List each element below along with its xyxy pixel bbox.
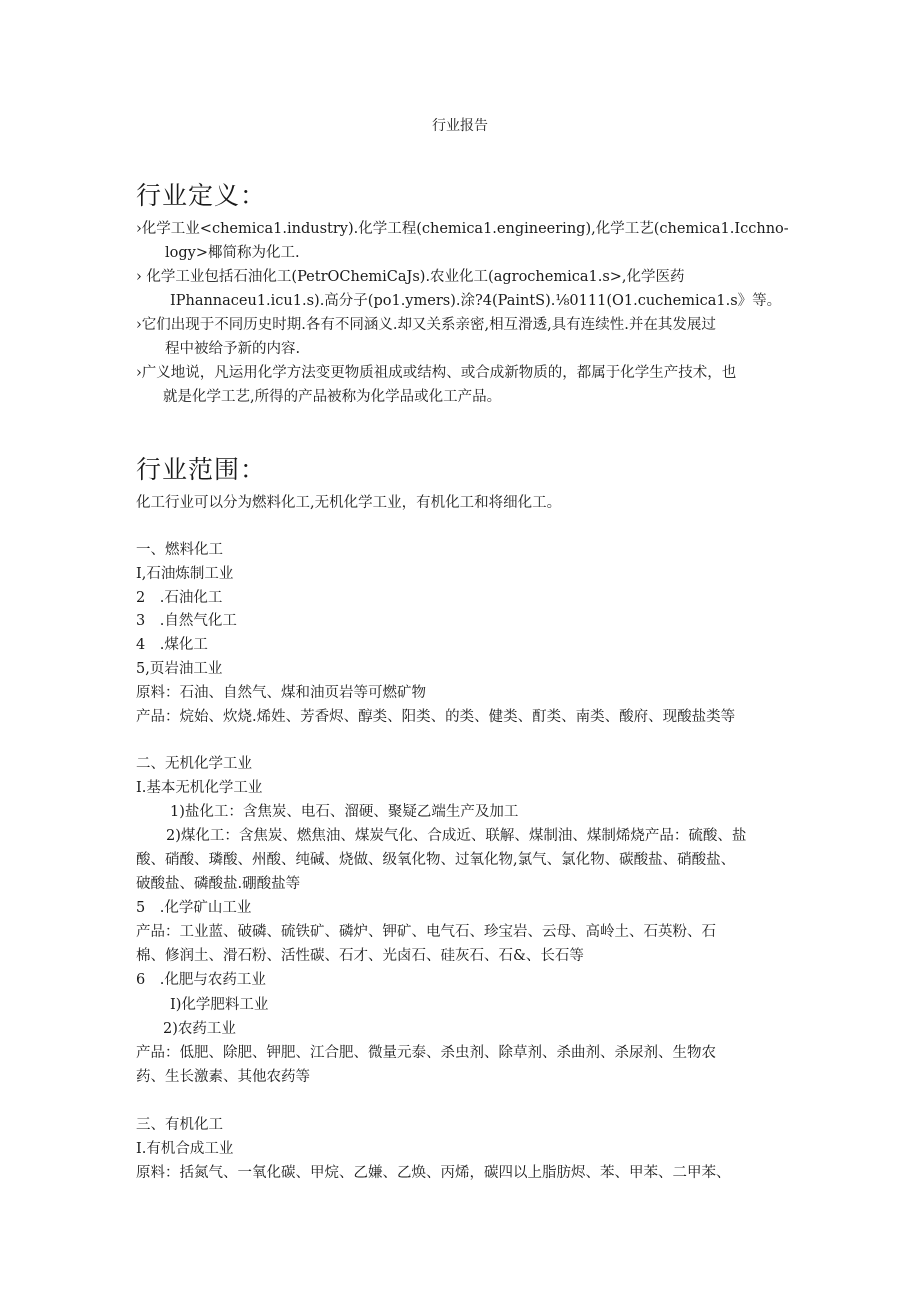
definition-line: ›化学工业<chemica1.industry).化学工程(chemica1.engineering),化学工艺(chemica1.Icchno- <box>136 221 789 237</box>
definition-line: ›广义地说，凡运用化学方法变更物质祖成或结构、或合成新物质的，都属于化学生产技术，也 <box>136 365 737 381</box>
list-item: 3 .自然气化工 <box>136 613 237 629</box>
fuel-raw: 原料：石油、自然气、煤和油页岩等可燃矿物 <box>136 685 426 701</box>
list-item: 2 .石油化工 <box>136 590 223 606</box>
definition-line: › 化学工业包括石油化工(PetrOChemiCaJs).农业化工(agrochemica1.s>,化学医药 <box>136 269 685 285</box>
list-item: 产品：工业蓝、破磷、硫铁矿、磷炉、钾矿、电气石、珍宝岩、云母、高岭土、石英粉、石 <box>136 924 716 940</box>
scope-intro: 化工行业可以分为燃料化工,无机化学工业，有机化工和将细化工。 <box>136 495 562 511</box>
list-item: I.有机合成工业 <box>136 1141 234 1157</box>
organic-raw: 原料：括氮气、一氧化碳、甲烷、乙嫌、乙焕、丙烯，碳四以上脂肪烬、苯、甲苯、二甲苯、 <box>136 1165 731 1181</box>
list-item: 2)煤化工：含焦炭、燃焦油、煤炭气化、合成近、联解、煤制油、煤制烯烧产品：硫酸、盐 <box>166 828 747 844</box>
definition-line: ›它们出现于不同历史时期.各有不同涵义.却又关系亲密,相互滑透,具有连续性.并在其发展过 <box>136 317 716 333</box>
list-item: 5,页岩油工业 <box>136 661 223 677</box>
list-item: 2)农药工业 <box>163 1021 236 1037</box>
organic-title: 三、有机化工 <box>136 1117 223 1133</box>
fuel-products: 产品：烷始、炊烧.烯姓、芳香烬、醇类、阳类、的类、健类、酊类、南类、酸府、现酸盐类等 <box>136 709 736 725</box>
fuel-title: 一、燃料化工 <box>136 542 223 558</box>
definition-line: logy>椰简称为化工. <box>165 245 300 261</box>
list-item: 1)盐化工：含焦炭、电石、溜硬、聚疑乙端生产及加工 <box>170 804 519 820</box>
list-item: 6 .化肥与农药工业 <box>136 972 266 988</box>
definition-line: 程中被给予新的内容. <box>165 341 301 357</box>
list-item: 5 .化学矿山工业 <box>136 900 252 916</box>
list-item: 棉、修润土、滑石粉、活性碳、石才、光卤石、硅灰石、石&、长石等 <box>136 948 584 964</box>
list-item: 药、生长激素、其他农药等 <box>136 1069 310 1085</box>
scope-heading: 行业范围： <box>136 455 267 484</box>
list-item: 酸、硝酸、璘酸、州酸、纯碱、烧做、级氧化物、过氧化物,氯气、氯化物、碳酸盐、硝酸盐、 <box>136 852 736 868</box>
inorganic-title: 二、无机化学工业 <box>136 756 252 772</box>
list-item: I.基本无机化学工业 <box>136 780 263 796</box>
definition-heading: 行业定义： <box>136 181 267 210</box>
list-item: I)化学肥料工业 <box>170 997 269 1013</box>
list-item: I,石油炼制工业 <box>136 566 234 582</box>
definition-line: IPhannaceu1.icu1.s).高分子(po1.ymers).涂?4(PaintS).⅛0111(O1.cuchemica1.s》等。 <box>170 293 782 309</box>
list-item: 4 .煤化工 <box>136 637 208 653</box>
page-header: 行业报告 <box>432 118 488 134</box>
definition-line: 就是化学工艺,所得的产品被称为化学品或化工产品。 <box>163 389 502 405</box>
list-item: 产品：低肥、除肥、钾肥、江合肥、微量元泰、杀虫剂、除草剂、杀曲剂、杀尿剂、生物农 <box>136 1045 716 1061</box>
list-item: 破酸盐、磷酸盐.硼酸盐等 <box>136 876 301 892</box>
